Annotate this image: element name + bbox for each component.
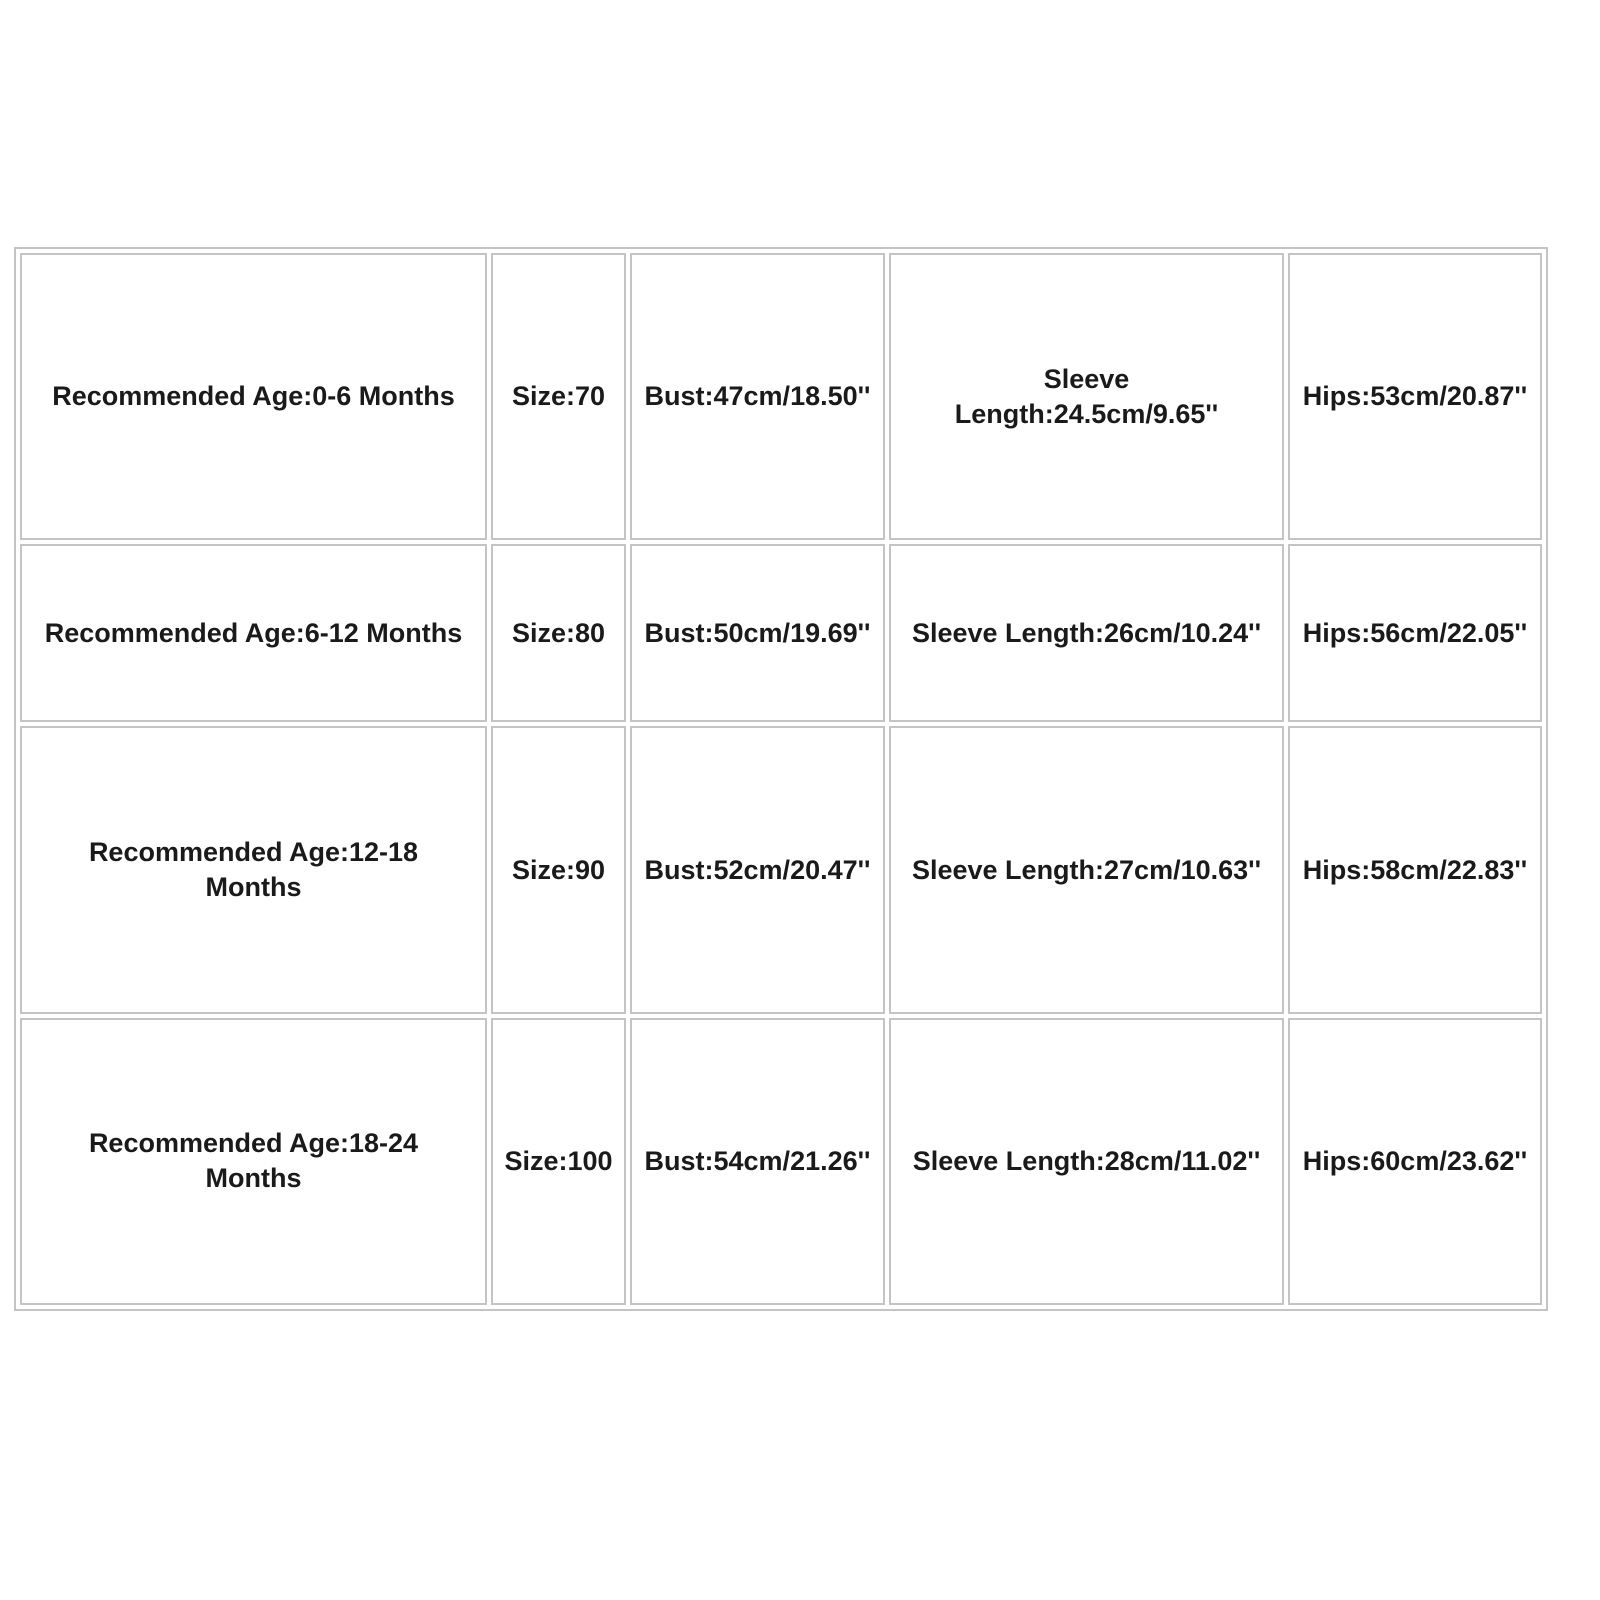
size-text: Size:100: [504, 1145, 613, 1176]
sleeve-text: Sleeve Length:24.5cm/9.65'': [954, 363, 1219, 429]
size-cell: [491, 726, 626, 1013]
hips-text: Hips:60cm/23.62'': [1302, 1145, 1528, 1176]
size-chart: [14, 247, 1548, 1311]
hips-cell: [1288, 544, 1542, 722]
hips-text: Hips:58cm/22.83'': [1302, 854, 1528, 885]
sleeve-text: Sleeve Length:26cm/10.24'': [911, 617, 1261, 648]
hips-text: Hips:53cm/20.87'': [1302, 381, 1528, 412]
age-cell: [20, 253, 487, 540]
sleeve-cell: [889, 253, 1284, 540]
table-row: [20, 253, 1542, 540]
bust-cell: [630, 253, 885, 540]
age-text: Recommended Age:0-6 Months: [52, 381, 455, 412]
bust-text: Bust:50cm/19.69'': [644, 617, 871, 648]
sleeve-text: Sleeve Length:28cm/11.02'': [912, 1145, 1261, 1176]
hips-cell: [1288, 1018, 1542, 1305]
hips-text: Hips:56cm/22.05'': [1302, 617, 1528, 648]
sleeve-text: Sleeve Length:27cm/10.63'': [911, 854, 1261, 885]
age-cell: [20, 1018, 487, 1305]
bust-text: Bust:54cm/21.26'': [644, 1145, 871, 1176]
sleeve-cell: [889, 726, 1284, 1013]
hips-cell: [1288, 726, 1542, 1013]
size-text: Size:80: [511, 617, 606, 648]
age-cell: [20, 544, 487, 722]
bust-text: Bust:47cm/18.50'': [644, 381, 871, 412]
size-text: Size:90: [511, 854, 606, 885]
bust-text: Bust:52cm/20.47'': [644, 854, 871, 885]
bust-cell: [630, 544, 885, 722]
age-text: Recommended Age:12-18 Months: [88, 837, 419, 903]
size-cell: [491, 1018, 626, 1305]
age-text: Recommended Age:18-24 Months: [88, 1128, 419, 1194]
size-chart-table: [16, 249, 1546, 1309]
table-row: [20, 726, 1542, 1013]
age-text: Recommended Age:6-12 Months: [44, 617, 463, 648]
table-row: [20, 1018, 1542, 1305]
sleeve-cell: [889, 544, 1284, 722]
size-text: Size:70: [511, 381, 606, 412]
size-cell: [491, 544, 626, 722]
sleeve-cell: [889, 1018, 1284, 1305]
bust-cell: [630, 1018, 885, 1305]
size-cell: [491, 253, 626, 540]
age-cell: [20, 726, 487, 1013]
hips-cell: [1288, 253, 1542, 540]
table-row: [20, 544, 1542, 722]
bust-cell: [630, 726, 885, 1013]
